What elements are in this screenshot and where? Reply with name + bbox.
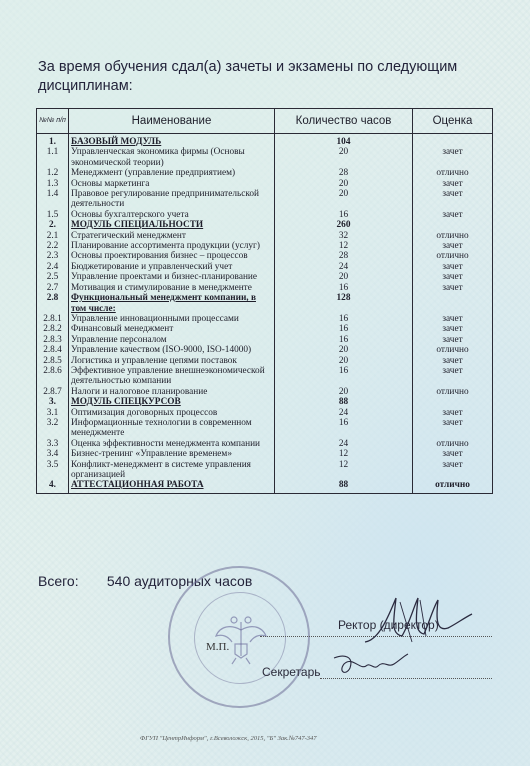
table-row bbox=[37, 408, 493, 418]
col-number-header: №№ п/п bbox=[37, 109, 69, 134]
table-row bbox=[37, 397, 493, 407]
printer-footer: ФГУП "ЦентрИнформ", г.Всеволожск, 2015, "Б" Зак.№747-347 bbox=[140, 735, 317, 742]
row-number: 2.4 bbox=[37, 262, 69, 272]
row-number: 1.3 bbox=[37, 179, 69, 189]
table-row bbox=[37, 324, 493, 334]
row-number: 2.2 bbox=[37, 241, 69, 251]
row-grade: зачет bbox=[413, 335, 493, 345]
row-name: Менеджмент (управление предприятием) bbox=[69, 168, 275, 178]
row-hours: 28 bbox=[275, 168, 413, 178]
row-number: 2.8.2 bbox=[37, 324, 69, 334]
table-row bbox=[37, 356, 493, 366]
row-number: 3.5 bbox=[37, 460, 69, 481]
row-name: Стратегический менеджмент bbox=[69, 231, 275, 241]
row-hours: 12 bbox=[275, 460, 413, 481]
row-grade bbox=[413, 293, 493, 314]
row-hours: 12 bbox=[275, 241, 413, 251]
row-grade: отлично bbox=[413, 345, 493, 355]
row-grade: зачет bbox=[413, 283, 493, 293]
row-hours: 20 bbox=[275, 387, 413, 397]
row-hours: 20 bbox=[275, 179, 413, 189]
row-name: Основы бухгалтерского учета bbox=[69, 210, 275, 220]
table-row bbox=[37, 134, 493, 148]
table-row bbox=[37, 231, 493, 241]
total-value: 540 аудиторных часов bbox=[106, 573, 253, 589]
table-row bbox=[37, 366, 493, 387]
table-row bbox=[37, 262, 493, 272]
row-name: Правовое регулирование предпринимательской деятельности bbox=[69, 189, 275, 210]
row-name: Логистика и управление цепями поставок bbox=[69, 356, 275, 366]
col-grade-header: Оценка bbox=[413, 109, 493, 134]
total-label: Всего: bbox=[38, 573, 79, 589]
row-number: 3.1 bbox=[37, 408, 69, 418]
row-grade: зачет bbox=[413, 179, 493, 189]
row-hours: 16 bbox=[275, 210, 413, 220]
row-name: Управление инновационными процессами bbox=[69, 314, 275, 324]
row-number: 2.8.4 bbox=[37, 345, 69, 355]
row-number: 3.3 bbox=[37, 439, 69, 449]
table-row bbox=[37, 293, 493, 314]
row-grade: зачет bbox=[413, 408, 493, 418]
row-hours: 24 bbox=[275, 408, 413, 418]
table-row bbox=[37, 449, 493, 459]
row-name: Мотивация и стимулирование в менеджменте bbox=[69, 283, 275, 293]
row-number: 2.3 bbox=[37, 251, 69, 261]
row-hours: 260 bbox=[275, 220, 413, 230]
row-grade: зачет bbox=[413, 262, 493, 272]
table-row bbox=[37, 418, 493, 439]
row-number: 2.8 bbox=[37, 293, 69, 314]
row-name: Функциональный менеджмент компании, в том числе: bbox=[69, 293, 275, 314]
table-row bbox=[37, 439, 493, 449]
row-number: 2.5 bbox=[37, 272, 69, 282]
row-name: Управление проектами и бизнес-планирование bbox=[69, 272, 275, 282]
row-grade bbox=[413, 397, 493, 407]
row-grade: зачет bbox=[413, 241, 493, 251]
row-number: 3.4 bbox=[37, 449, 69, 459]
row-name: Финансовый менеджмент bbox=[69, 324, 275, 334]
row-name: Конфликт-менеджмент в системе управления организацией bbox=[69, 460, 275, 481]
row-name: Оценка эффективности менеджмента компании bbox=[69, 439, 275, 449]
table-row bbox=[37, 345, 493, 355]
row-grade: отлично bbox=[413, 439, 493, 449]
row-hours: 16 bbox=[275, 324, 413, 334]
col-name-header: Наименование bbox=[69, 109, 275, 134]
row-name: Управление качеством (ISO-9000, ISO-14000) bbox=[69, 345, 275, 355]
row-hours: 16 bbox=[275, 314, 413, 324]
row-hours: 88 bbox=[275, 480, 413, 493]
row-name: Основы маркетинга bbox=[69, 179, 275, 189]
row-hours: 20 bbox=[275, 147, 413, 168]
row-name: МОДУЛЬ СПЕЦИАЛЬНОСТИ bbox=[69, 220, 275, 230]
row-number: 1. bbox=[37, 134, 69, 148]
row-hours: 16 bbox=[275, 366, 413, 387]
row-number: 1.5 bbox=[37, 210, 69, 220]
row-grade: зачет bbox=[413, 324, 493, 334]
table-row bbox=[37, 168, 493, 178]
row-grade: отлично bbox=[413, 480, 493, 493]
row-grade: зачет bbox=[413, 147, 493, 168]
row-hours: 128 bbox=[275, 293, 413, 314]
table-row bbox=[37, 241, 493, 251]
secretary-label: Секретарь bbox=[262, 665, 321, 679]
row-number: 1.1 bbox=[37, 147, 69, 168]
disciplines-table bbox=[36, 108, 493, 494]
table-row bbox=[37, 220, 493, 230]
row-name: БАЗОВЫЙ МОДУЛЬ bbox=[69, 134, 275, 148]
row-name: Эффективное управление внешнеэкономической деятельностью компании bbox=[69, 366, 275, 387]
row-number: 2.7 bbox=[37, 283, 69, 293]
row-grade: зачет bbox=[413, 460, 493, 481]
row-grade: зачет bbox=[413, 366, 493, 387]
row-name: Управленческая экономика фирмы (Основы экономической теории) bbox=[69, 147, 275, 168]
table-row bbox=[37, 251, 493, 261]
row-grade: отлично bbox=[413, 231, 493, 241]
row-grade: зачет bbox=[413, 418, 493, 439]
table-header-row bbox=[37, 109, 493, 134]
row-name: Бизнес-тренинг «Управление временем» bbox=[69, 449, 275, 459]
row-name: Налоги и налоговое планирование bbox=[69, 387, 275, 397]
round-seal-stamp bbox=[168, 566, 310, 708]
row-grade: зачет bbox=[413, 449, 493, 459]
table-row bbox=[37, 283, 493, 293]
row-name: АТТЕСТАЦИОННАЯ РАБОТА bbox=[69, 480, 275, 493]
table-row bbox=[37, 480, 493, 493]
table-row bbox=[37, 335, 493, 345]
table-row bbox=[37, 179, 493, 189]
table-row bbox=[37, 314, 493, 324]
row-number: 3.2 bbox=[37, 418, 69, 439]
table-body bbox=[37, 134, 493, 494]
row-name: Информационные технологии в современном менеджменте bbox=[69, 418, 275, 439]
row-number: 2.8.6 bbox=[37, 366, 69, 387]
row-grade: зачет bbox=[413, 356, 493, 366]
row-grade: зачет bbox=[413, 272, 493, 282]
row-hours: 24 bbox=[275, 439, 413, 449]
row-number: 2.8.3 bbox=[37, 335, 69, 345]
row-grade: отлично bbox=[413, 168, 493, 178]
row-hours: 12 bbox=[275, 449, 413, 459]
stamp-place-label: М.П. bbox=[206, 641, 230, 653]
row-name: Бюджетирование и управленческий учет bbox=[69, 262, 275, 272]
row-name: Основы проектирования бизнес – процессов bbox=[69, 251, 275, 261]
row-hours: 88 bbox=[275, 397, 413, 407]
row-name: Управление персоналом bbox=[69, 335, 275, 345]
row-name: МОДУЛЬ СПЕЦКУРСОВ bbox=[69, 397, 275, 407]
row-number: 2.8.5 bbox=[37, 356, 69, 366]
row-hours: 24 bbox=[275, 262, 413, 272]
table-row bbox=[37, 210, 493, 220]
secretary-signature-line bbox=[320, 678, 492, 679]
row-hours: 104 bbox=[275, 134, 413, 148]
row-number: 2. bbox=[37, 220, 69, 230]
row-grade bbox=[413, 220, 493, 230]
row-hours: 16 bbox=[275, 418, 413, 439]
row-grade: отлично bbox=[413, 251, 493, 261]
row-name: Оптимизация договорных процессов bbox=[69, 408, 275, 418]
table-row bbox=[37, 189, 493, 210]
row-number: 2.8.7 bbox=[37, 387, 69, 397]
row-hours: 16 bbox=[275, 335, 413, 345]
row-number: 1.2 bbox=[37, 168, 69, 178]
table-row bbox=[37, 460, 493, 481]
secretary-signature bbox=[330, 648, 410, 678]
row-grade: отлично bbox=[413, 387, 493, 397]
row-number: 2.1 bbox=[37, 231, 69, 241]
row-number: 4. bbox=[37, 480, 69, 493]
row-grade bbox=[413, 134, 493, 148]
double-headed-eagle-icon bbox=[206, 604, 276, 674]
row-number: 1.4 bbox=[37, 189, 69, 210]
col-hours-header: Количество часов bbox=[275, 109, 413, 134]
row-hours: 32 bbox=[275, 231, 413, 241]
page-heading: За время обучения сдал(а) зачеты и экзамены по следующим дисциплинам: bbox=[38, 59, 458, 94]
table-row bbox=[37, 387, 493, 397]
table-row bbox=[37, 272, 493, 282]
row-number: 2.8.1 bbox=[37, 314, 69, 324]
row-hours: 20 bbox=[275, 189, 413, 210]
row-hours: 20 bbox=[275, 272, 413, 282]
row-number: 3. bbox=[37, 397, 69, 407]
row-hours: 20 bbox=[275, 345, 413, 355]
row-grade: зачет bbox=[413, 314, 493, 324]
row-hours: 28 bbox=[275, 251, 413, 261]
row-hours: 20 bbox=[275, 356, 413, 366]
rector-signature bbox=[360, 592, 475, 652]
row-grade: зачет bbox=[413, 189, 493, 210]
row-hours: 16 bbox=[275, 283, 413, 293]
table-row bbox=[37, 147, 493, 168]
row-grade: зачет bbox=[413, 210, 493, 220]
rector-label: Ректор (директор) bbox=[338, 618, 439, 632]
row-name: Планирование ассортимента продукции (услуг) bbox=[69, 241, 275, 251]
